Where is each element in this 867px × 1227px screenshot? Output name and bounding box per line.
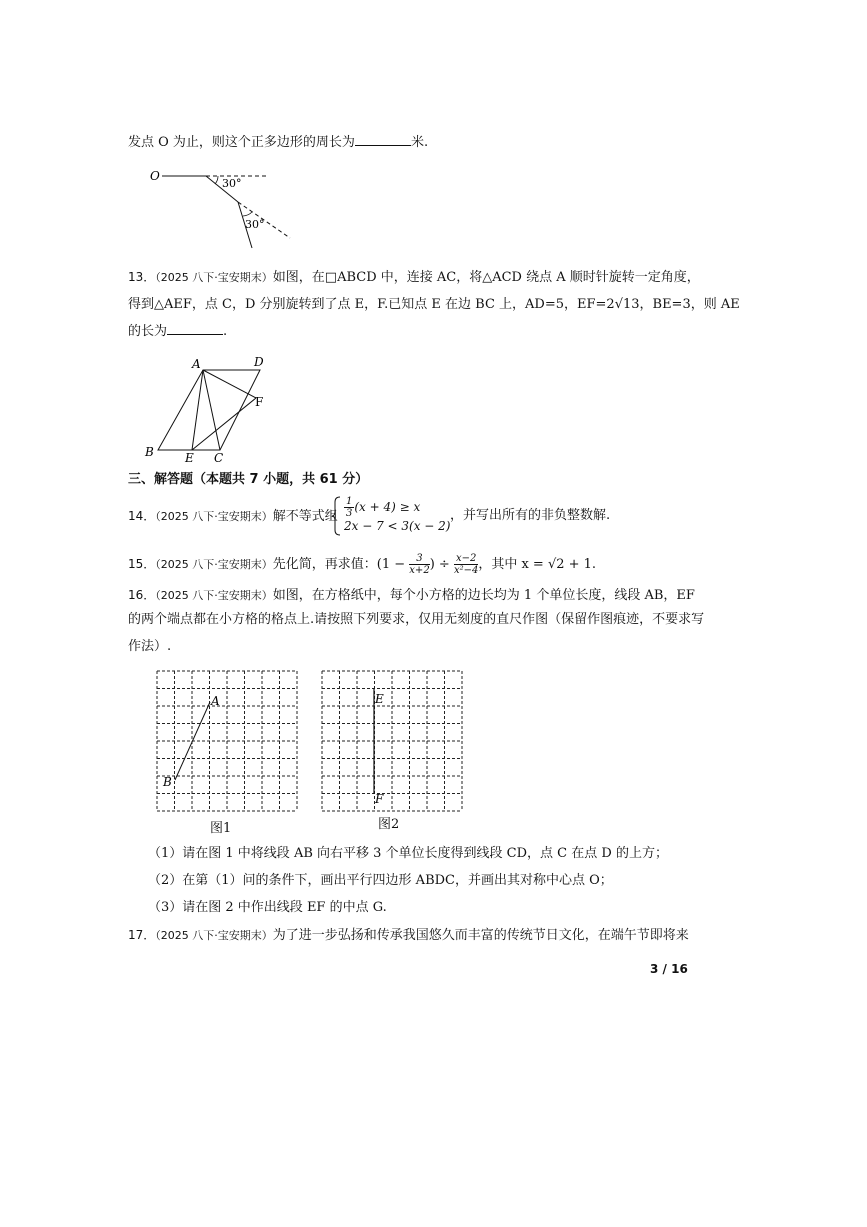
q15-pre: 先化简，再求值：(1 − [272,557,406,572]
q13-line1 [128,268,700,287]
fig12-angle2: 30° [245,218,265,231]
q15-line [128,553,596,576]
q12-line: 发点 O 为止，则这个正多边形的周长为 [128,135,355,150]
q14-line [128,507,338,526]
q15-div: ) ÷ [429,557,450,572]
fig2-label-f: F [375,792,384,806]
page-number: 3 / 16 [650,962,688,976]
q14-frac-top: 1 [346,496,353,507]
q16-source: （2025 八下·宝安期末） [155,589,273,602]
q15-f2-top: x−2 [455,553,477,564]
q17-line1 [128,926,689,945]
q13-text1: 如图，在□ABCD 中，连接 AC，将△ACD 绕点 A 顺时针旋转一定角度， [272,270,700,285]
q17-source: （2025 八下·宝安期末） [155,929,273,942]
q13-line3 [128,322,227,341]
fig13-label-b: B [145,445,154,459]
q16-text1: 如图，在方格纸中，每个小方格的边长均为 1 个单位长度，线段 AB，EF [272,588,695,603]
fig13-label-a: A [192,357,201,371]
q15-number: 15． [128,557,156,571]
q15-f1-top: 3 [409,553,429,565]
q14-number: 14． [128,509,156,523]
q16-line2: 的两个端点都在小方格的格点上.请按照下列要求，仅用无刻度的直尺作图（保留作图痕迹，不要求写 [128,612,705,627]
q14-inequality-system [332,496,451,536]
q15-source: （2025 八下·宝安期末） [155,558,273,571]
q17-number: 17． [128,928,156,942]
fig1-label-a: A [211,694,220,708]
q15-f2-bot: x²−4 [453,565,479,576]
q17-text1: 为了进一步弘扬和传承我国悠久而丰富的传统节日文化，在端午节即将来 [272,928,689,943]
section-3-title: 三、解答题（本题共 7 小题，共 61 分） [128,472,369,487]
q13-source: （2025 八下·宝安期末） [155,271,273,284]
fig1-caption: 图1 [210,821,232,836]
q13-text3-end: . [223,324,228,339]
fig2-caption: 图2 [378,817,400,832]
q14-source: （2025 八下·宝安期末） [155,510,273,523]
q12-unit: 米. [410,135,429,150]
q14-ineq1: (x + 4) ≥ x [354,500,421,514]
q16-sub1: （1）请在图 1 中将线段 AB 向右平移 3 个单位长度得到线段 CD，点 C 在点 D 的上方； [148,846,668,861]
fig2-label-e: E [375,692,384,706]
q16-number: 16． [128,588,156,602]
q15-f1-bot: x+2 [409,565,430,576]
grid-figure-1 [156,670,298,812]
q13-line2: 得到△AEF，点 C，D 分别旋转到了点 E，F.已知点 E 在边 BC 上，AD=5，EF=2√13，BE=3，则 AE [128,297,740,312]
q13-number: 13． [128,270,156,284]
q14-post: ，并写出所有的非负整数解. [450,508,611,523]
q14-ineq2: 2x − 7 < 3(x − 2) [344,519,451,533]
q13-answer-blank [167,322,223,335]
q12-text [128,133,428,152]
fig13-label-d: D [254,355,264,369]
fig13-label-f: F [255,395,264,409]
fig13-label-c: C [214,451,224,464]
fig1-label-b: B [163,775,172,789]
q14-frac-bot: 3 [346,508,353,519]
q16-line3: 作法）. [128,639,172,654]
fig12-angle1: 30° [222,177,242,190]
q12-answer-blank [355,133,411,146]
q16-line1 [128,586,695,605]
grid-figure-2 [321,670,463,812]
q15-post: ，其中 x = √2 + 1. [478,557,597,572]
fig13-label-e: E [185,451,194,464]
q13-text3: 的长为 [128,324,168,339]
fig12-label-o: O [150,169,160,183]
q16-sub2: （2）在第（1）问的条件下，画出平行四边形 ABDC，并画出其对称中心点 O； [148,873,613,888]
q14-pre: 解不等式组 [272,509,338,524]
fig12-diagram [140,162,300,252]
q16-sub3: （3）请在图 2 中作出线段 EF 的中点 G. [148,900,387,915]
fig13-diagram [140,352,280,464]
